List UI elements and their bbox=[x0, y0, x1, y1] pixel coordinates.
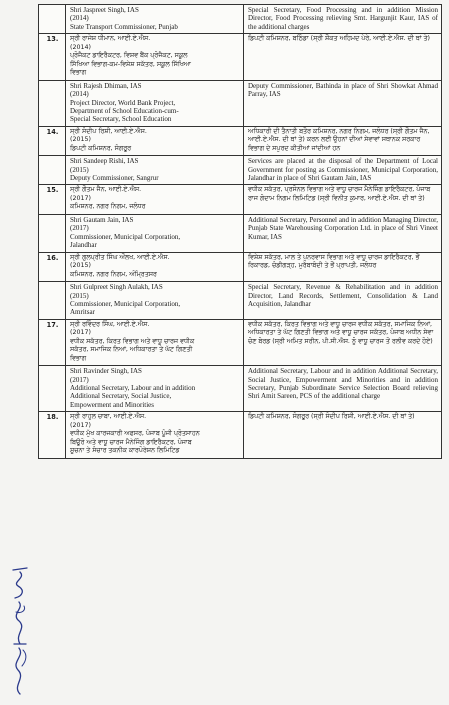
table-row bbox=[39, 80, 442, 126]
table-row bbox=[39, 156, 442, 185]
posting-text: ਵਧੀਕ ਸਕੱਤਰ, ਕਿਰਤ ਵਿਭਾਗ ਅਤੇ ਵਾਧੂ ਚਾਰਜ ਵਧੀਕ ਸਕੱਤਰ, ਸਮਾਜਿਕ ਨਿਆਂ, ਅਧਿਕਾਰਤਾ ਤੇ ਘੱਟ ਗਿਣਤੀ ਵਿਭਾਗ ਅਤੇ ਵਾਧੂ ਚਾਰਜ ਸਕੱਤਰ, ਪੰਜਾਬ ਅਧੀਨ ਸੇਵਾ ਚੋਣ ਬੋਰਡ (ਸ੍ਰੀ ਅਮਿਤ ਸਰੀਨ, ਪੀ.ਸੀ.ਐਸ. ਨੂੰ ਵਾਧੂ ਚਾਰਜ ਤੋਂ ਰਲੀਵ ਕਰਦੇ ਹੋਏ) bbox=[248, 320, 434, 345]
posting-text: Special Secretary, Food Processing and in addition Mission Director, Food Processing relieving Smt. Hargunjit Kaur, IAS of the additional charges bbox=[248, 6, 438, 31]
table-row bbox=[39, 319, 442, 366]
current-post-line: Additional Secretary, Labour and in addition bbox=[70, 384, 196, 393]
posting-text: Services are placed at the disposal of the Department of Local Government for posting as Commissioner, Municipal Corporation, Jalandhar in place of Shri Gautam Jain, IAS bbox=[248, 157, 438, 183]
posting-text: ਡਿਪਟੀ ਕਮਿਸ਼ਨਰ, ਸੰਗਰੂਰ (ਸ੍ਰੀ ਸੰਦੀਪ ਰਿਸ਼ੀ, ਆਈ.ਏ.ਐਸ. ਦੀ ਥਾਂ ਤੇ) bbox=[248, 413, 415, 421]
table-row bbox=[39, 5, 442, 34]
officer-name: Shri Sandeep Rishi, IAS bbox=[70, 157, 139, 166]
officer-name: ਸ੍ਰੀ ਰਾਹੁਲ ਚਾਬਾ, ਆਈ.ਏ.ਐਸ. bbox=[70, 413, 147, 421]
officer-name: Shri Gulpreet Singh Aulakh, IAS bbox=[70, 283, 163, 292]
current-post-line: Project Director, World Bank Project, bbox=[70, 98, 176, 107]
current-post-line: ਸੂਚਨਾ ਤੇ ਸੰਚਾਰ ਤਕਨੀਕ ਕਾਰਪੋਰੇਸ਼ਨ ਲਿਮਿਟਿਡ bbox=[70, 447, 180, 455]
new-posting bbox=[244, 214, 442, 252]
officer-name: ਸ੍ਰੀ ਗੁਲਪ੍ਰੀਤ ਸਿੰਘ ਔਲਖ, ਆਈ.ਏ.ਐਸ. bbox=[70, 253, 170, 261]
officer-details bbox=[66, 185, 244, 215]
new-posting bbox=[244, 319, 442, 366]
serial-number bbox=[39, 366, 66, 412]
batch-year: (2014) bbox=[70, 43, 91, 51]
table-row bbox=[39, 282, 442, 320]
posting-text: Additional Secretary, Labour and in addition Additional Secretary, Social Justice, Empowerment and Minorities and in addition Secretary, Punjab Subordinate Service Selection Board relieving Shri Amit Sareen, PCS of the additional charge bbox=[248, 367, 438, 401]
serial-number: 15. bbox=[39, 185, 66, 215]
serial-number: 14. bbox=[39, 126, 66, 156]
batch-year: (2015) bbox=[70, 136, 91, 144]
officer-details bbox=[66, 366, 244, 412]
officer-name: Shri Rajesh Dhiman, IAS bbox=[70, 81, 142, 90]
current-post-line: ਵਧੀਕ ਸਕੱਤਰ, ਕਿਰਤ ਵਿਭਾਗ ਅਤੇ ਵਾਧੂ ਚਾਰਜ ਵਧੀਕ bbox=[70, 337, 195, 345]
current-post-line: ਵਿਭਾਗ bbox=[70, 354, 87, 362]
table-row bbox=[39, 126, 442, 156]
officer-details bbox=[66, 319, 244, 366]
serial-number bbox=[39, 80, 66, 126]
new-posting bbox=[244, 282, 442, 320]
posting-text: ਅਧਿਕਾਰੀ ਦੀ ਤੈਨਾਤੀ ਬਤੌਰ ਕਮਿਸ਼ਨਰ, ਨਗਰ ਨਿਗਮ, ਜਲੰਧਰ (ਸ੍ਰੀ ਗੌਤਮ ਜੈਨ, ਆਈ.ਏ.ਐਸ. ਦੀ ਥਾਂ ਤੇ) ਕਰਨ ਲਈ ਉਹਨਾਂ ਦੀਆਂ ਸੇਵਾਵਾਂ ਸਥਾਨਕ ਸਰਕਾਰ ਵਿਭਾਗ ਦੇ ਸਪੁਰਦ ਕੀਤੀਆਂ ਜਾਂਦੀਆਂ ਹਨ bbox=[248, 127, 430, 152]
handwritten-signature bbox=[6, 548, 32, 698]
officer-name: Shri Ravinder Singh, IAS bbox=[70, 367, 142, 376]
batch-year: (2017) bbox=[70, 224, 89, 233]
batch-year: (2015) bbox=[70, 291, 89, 300]
current-post-line: ਵਿਭਾਗ bbox=[70, 69, 87, 77]
batch-year: (2017) bbox=[70, 375, 89, 384]
current-post-line: ਸਿੱਖਿਆ ਵਿਭਾਗ-ਕਮ-ਵਿਸ਼ੇਸ਼ ਸਕੱਤਰ, ਸਕੂਲ ਸਿੱਖਿਆ bbox=[70, 60, 191, 68]
table-row bbox=[39, 185, 442, 215]
table-row bbox=[39, 412, 442, 459]
officer-details bbox=[66, 252, 244, 282]
new-posting bbox=[244, 80, 442, 126]
current-post-line: Department of School Education-cum- bbox=[70, 106, 179, 115]
table-row bbox=[39, 252, 442, 282]
current-post-line: Jalandhar bbox=[70, 241, 97, 250]
officer-name: ਸ੍ਰੀ ਸੰਦੀਪ ਰਿਸ਼ੀ, ਆਈ.ਏ.ਐਸ. bbox=[70, 127, 147, 135]
serial-number: 16. bbox=[39, 252, 66, 282]
table-row bbox=[39, 214, 442, 252]
transfer-orders-table bbox=[38, 4, 442, 459]
batch-year: (2015) bbox=[70, 262, 91, 270]
new-posting bbox=[244, 412, 442, 459]
current-post-line: Commissioner, Municipal Corporation, bbox=[70, 299, 181, 308]
officer-name: ਸ੍ਰੀ ਗੌਤਮ ਜੈਨ, ਆਈ.ਏ.ਐਸ. bbox=[70, 186, 142, 194]
current-post-line: Deputy Commissioner, Sangrur bbox=[70, 174, 159, 183]
posting-text: Deputy Commissioner, Bathinda in place of Shri Showkat Ahmad Parray, IAS bbox=[248, 81, 438, 99]
officer-name: ਸ੍ਰੀ ਰਾਜੇਸ਼ ਧੀਮਾਨ, ਆਈ.ਏ.ਐਸ. bbox=[70, 35, 151, 43]
current-post-line: Special Secretary, School Education bbox=[70, 115, 172, 124]
officer-details bbox=[66, 412, 244, 459]
serial-number bbox=[39, 214, 66, 252]
new-posting bbox=[244, 5, 442, 34]
current-post-line: Empowerment and Minorities bbox=[70, 400, 154, 409]
current-post-line: State Transport Commissioner, Punjab bbox=[70, 22, 178, 31]
officer-details bbox=[66, 156, 244, 185]
current-post-line: Additional Secretary, Social Justice, bbox=[70, 392, 172, 401]
officer-name: Shri Gautam Jain, IAS bbox=[70, 215, 134, 224]
serial-number bbox=[39, 5, 66, 34]
officer-name: ਸ੍ਰੀ ਰਵਿੰਦਰ ਸਿੰਘ, ਆਈ.ਏ.ਐਸ. bbox=[70, 320, 150, 328]
posting-text: ਵਿਸ਼ੇਸ਼ ਸਕੱਤਰ, ਮਾਲ ਤੇ ਪੁਨਰਵਾਸ ਵਿਭਾਗ ਅਤੇ ਵਾਧੂ ਚਾਰਜ ਡਾਇਰੈਕਟਰ, ਭੌਂ ਰਿਕਾਰਡ, ਚੰਡੀਗੜ੍ਹ, ਮੁਰੱਬਾਬੰਦੀ ਤੇ ਭੌਂ ਪ੍ਰਾਪਤੀ, ਜਲੰਧਰ bbox=[248, 253, 420, 270]
current-post-line: ਕਮਿਸ਼ਨਰ, ਨਗਰ ਨਿਗਮ, ਜਲੰਧਰ bbox=[70, 203, 146, 211]
table-body bbox=[39, 5, 442, 459]
current-post-line: Amritsar bbox=[70, 308, 95, 317]
officer-details bbox=[66, 282, 244, 320]
posting-text: ਵਧੀਕ ਸਕੱਤਰ, ਪ੍ਰਸੋਨਲ ਵਿਭਾਗ ਅਤੇ ਵਾਧੂ ਚਾਰਜ ਮੈਨੇਜਿੰਗ ਡਾਇਰੈਕਟਰ, ਪੰਜਾਬ ਰਾਜ ਗੋਦਾਮ ਨਿਗਮ ਲਿਮਿਟਿਡ (ਸ੍ਰੀ ਵਿਨੀਤ ਕੁਮਾਰ, ਆਈ.ਏ.ਐਸ. ਦੀ ਥਾਂ ਤੇ) bbox=[248, 186, 431, 202]
current-post-line: ਡਿਪਟੀ ਕਮਿਸ਼ਨਰ, ਸੰਗਰੂਰ bbox=[70, 144, 132, 152]
current-post-line: ਸਕੱਤਰ, ਸਮਾਜਿਕ ਨਿਆਂ, ਅਧਿਕਾਰਤਾ ਤੇ ਘੱਟ ਗਿਣਤੀ bbox=[70, 346, 193, 354]
batch-year: (2017) bbox=[70, 194, 91, 202]
new-posting bbox=[244, 156, 442, 185]
new-posting bbox=[244, 126, 442, 156]
serial-number: 17. bbox=[39, 319, 66, 366]
serial-number bbox=[39, 156, 66, 185]
current-post-line: ਬਿਊਰੋ ਅਤੇ ਵਾਧੂ ਚਾਰਜ ਮੈਨੇਜਿੰਗ ਡਾਇਰੈਕਟਰ, ਪੰਜਾਬ bbox=[70, 438, 192, 446]
table-row bbox=[39, 34, 442, 81]
batch-year: (2017) bbox=[70, 329, 91, 337]
current-post-line: ਕਮਿਸ਼ਨਰ, ਨਗਰ ਨਿਗਮ, ਅੰਮ੍ਰਿਤਸਰ bbox=[70, 270, 157, 278]
officer-details bbox=[66, 214, 244, 252]
serial-number bbox=[39, 282, 66, 320]
signature-scribble bbox=[6, 548, 32, 698]
new-posting bbox=[244, 185, 442, 215]
serial-number: 18. bbox=[39, 412, 66, 459]
officer-details bbox=[66, 5, 244, 34]
new-posting bbox=[244, 366, 442, 412]
officer-details bbox=[66, 126, 244, 156]
new-posting bbox=[244, 34, 442, 81]
batch-year: (2014) bbox=[70, 14, 89, 23]
batch-year: (2014) bbox=[70, 90, 89, 99]
posting-text: Special Secretary, Revenue & Rehabilitation and in addition Director, Land Records, Settlement, Consolidation & Land Acquisition, Jalandhar bbox=[248, 283, 438, 308]
table-row bbox=[39, 366, 442, 412]
serial-number: 13. bbox=[39, 34, 66, 81]
new-posting bbox=[244, 252, 442, 282]
officer-details bbox=[66, 80, 244, 126]
current-post-line: ਵਧੀਕ ਮੁੱਖ ਕਾਰਜਕਾਰੀ ਅਫਸਰ, ਪੰਜਾਬ ਪੂੰਜੀ ਪ੍ਰੋਤਸਾਹਨ bbox=[70, 430, 200, 438]
batch-year: (2015) bbox=[70, 165, 89, 174]
officer-name: Shri Jaspreet Singh, IAS bbox=[70, 6, 139, 14]
batch-year: (2017) bbox=[70, 421, 91, 429]
current-post-line: ਪ੍ਰੋਜੈਕਟ ਡਾਇਰੈਕਟਰ, ਵਿਸ਼ਵ ਬੈਂਕ ਪ੍ਰੋਜੈਕਟ, ਸਕੂਲ bbox=[70, 52, 188, 60]
current-post-line: Commissioner, Municipal Corporation, bbox=[70, 232, 181, 241]
posting-text: Additional Secretary, Personnel and in addition Managing Director, Punjab State Warehousing Corporation Ltd. in place of Shri Vineet Kumar, IAS bbox=[248, 215, 438, 241]
posting-text: ਡਿਪਟੀ ਕਮਿਸ਼ਨਰ, ਬਠਿੰਡਾ (ਸ੍ਰੀ ਸ਼ੌਕਤ ਅਹਿਮਦ ਪੇਰੇ, ਆਈ.ਏ.ਐਸ. ਦੀ ਥਾਂ ਤੇ) bbox=[248, 35, 430, 43]
officer-details bbox=[66, 34, 244, 81]
